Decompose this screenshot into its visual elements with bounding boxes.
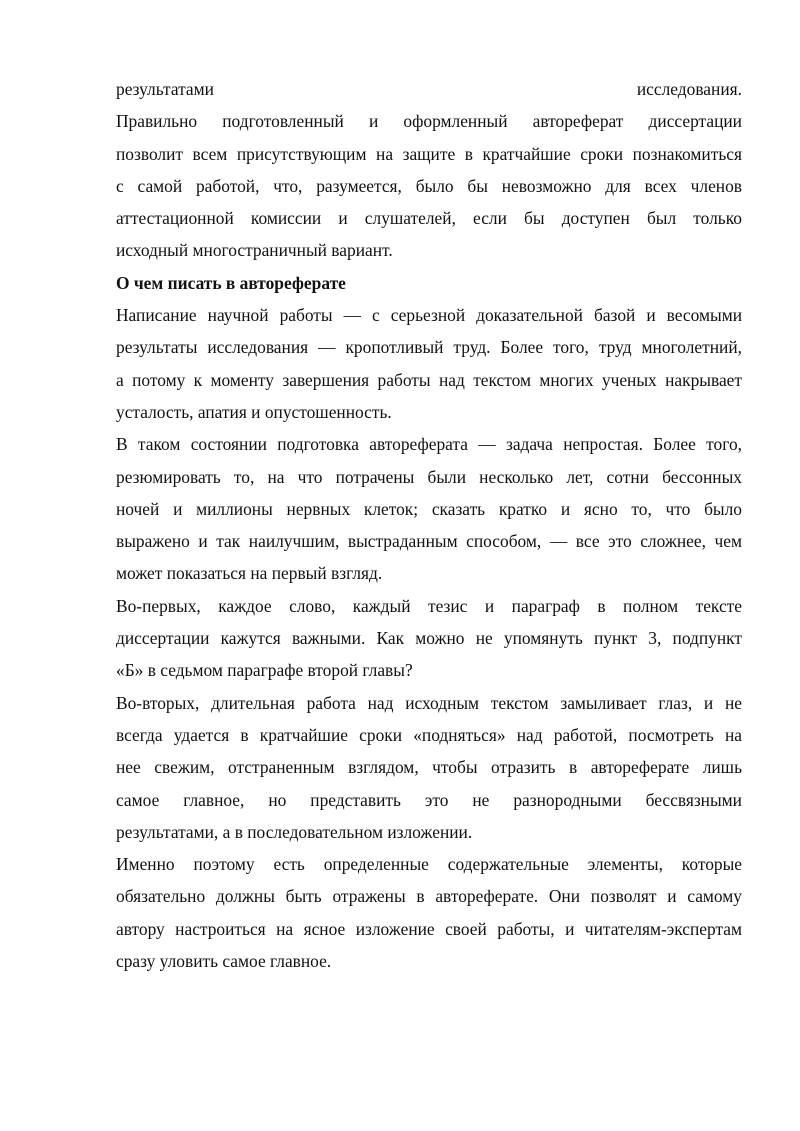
text-line: результатами исследования. bbox=[116, 79, 742, 99]
text-line: Правильно подготовленный и оформленный автореферат диссертации bbox=[116, 111, 742, 132]
text-line: В таком состоянии подготовка автореферата — задача непростая. Более того, bbox=[116, 434, 742, 455]
text-line: усталость, апатия и опустошенность. bbox=[116, 401, 392, 422]
text-line: ночей и миллионы нервных клеток; сказать кратко и ясно то, что было bbox=[116, 498, 742, 519]
text-line: исходный многостраничный вариант. bbox=[116, 240, 393, 261]
text-line: аттестационной комиссии и слушателей, если бы доступен был только bbox=[116, 208, 742, 229]
text-line: автору настроиться на ясное изложение своей работы, и читателям-экспертам bbox=[116, 918, 742, 939]
document-page bbox=[116, 73, 742, 977]
text-line: Во-вторых, длительная работа над исходным текстом замыливает глаз, и не bbox=[116, 692, 742, 713]
text-line: позволит всем присутствующим на защите в кратчайшие сроки познакомиться bbox=[116, 143, 742, 164]
text-line: обязательно должны быть отражены в автореферате. Они позволят и самому bbox=[116, 886, 742, 907]
text-line: Написание научной работы — с серьезной доказательной базой и весомыми bbox=[116, 305, 742, 326]
text-line: резюмировать то, на что потрачены были несколько лет, сотни бессонных bbox=[116, 466, 742, 487]
text-line: Именно поэтому есть определенные содержательные элементы, которые bbox=[116, 854, 742, 875]
text-line: с самой работой, что, разумеется, было бы невозможно для всех членов bbox=[116, 175, 742, 196]
text-line: всегда удается в кратчайшие сроки «подняться» над работой, посмотреть на bbox=[116, 724, 742, 745]
text-line: выражено и так наилучшим, выстраданным способом, — все это сложнее, чем bbox=[116, 531, 742, 552]
text-line: сразу уловить самое главное. bbox=[116, 951, 332, 972]
text-line: Во-первых, каждое слово, каждый тезис и параграф в полном тексте bbox=[116, 595, 742, 616]
text-line: нее свежим, отстраненным взглядом, чтобы отразить в автореферате лишь bbox=[116, 757, 742, 778]
text-line: самое главное, но представить это не разнородными бессвязными bbox=[116, 789, 742, 810]
text-line: диссертации кажутся важными. Как можно не упомянуть пункт 3, подпункт bbox=[116, 628, 742, 649]
text-line: «Б» в седьмом параграфе второй главы? bbox=[116, 660, 413, 681]
text-line: может показаться на первый взгляд. bbox=[116, 563, 383, 584]
text-line: результатами, а в последовательном изложении. bbox=[116, 821, 473, 842]
section-heading: О чем писать в автореферате bbox=[116, 272, 346, 293]
text-line: результаты исследования — кропотливый труд. Более того, труд многолетний, bbox=[116, 337, 742, 358]
text-line: а потому к моменту завершения работы над текстом многих ученых накрывает bbox=[116, 369, 742, 390]
